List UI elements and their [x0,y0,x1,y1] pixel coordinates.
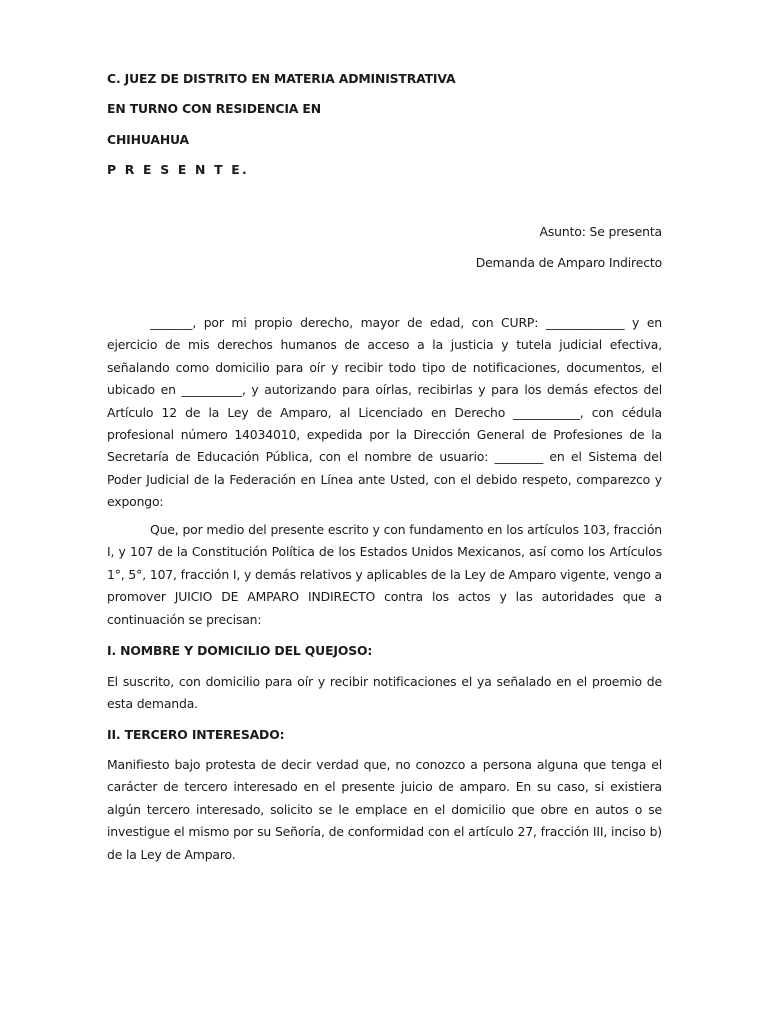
subject-line-1: Asunto: Se presenta [539,224,662,239]
addressee-line-3: CHIHUAHUA [107,132,190,147]
section-title-quejoso: I. NOMBRE Y DOMICILIO DEL QUEJOSO: [107,643,373,658]
section-text-tercero: Manifiesto bajo protesta de decir verdad que, no conozco a persona alguna que tenga el carácter de tercero interesado en el presente juicio de amparo. En su caso, si existiera algún tercero interesado, solicito se le emplace en el domicilio que obre en autos o se investigue el mismo por su Señoría, de conformidad con el artículo 27, fracción III, inciso b) de la Ley de Amparo. [107,757,662,862]
section-text-quejoso: El suscrito, con domicilio para oír y recibir notificaciones el ya señalado en el proemio de esta demanda. [107,674,662,712]
intro-paragraph: _______, por mi propio derecho, mayor de edad, con CURP: _____________ y en ejercicio de mis derechos humanos de acceso a la justicia y tutela judicial efectiva, señalando como domicilio para oír y recibir todo tipo de notificaciones, documentos, el ubicado en __________, y autorizando para oírlas, recibirlas y para los demás efectos del Artículo 12 de la Ley de Amparo, al Licenciado en Derecho ___________, con cédula profesional número 14034010, expedida por la Dirección General de Profesiones de la Secretaría de Educación Pública, con el nombre de usuario: ________ en el Sistema del Poder Judicial de la Federación en Línea ante Usted, con el debido respeto, comparezco y expongo: [107,315,662,510]
foundation-paragraph: Que, por medio del presente escrito y con fundamento en los artículos 103, fracción I, y 107 de la Constitución Política de los Estados Unidos Mexicanos, así como los Artículos 1°, 5°, 107, fracción I, y demás relativos y aplicables de la Ley de Amparo vigente, vengo a promover JUICIO DE AMPARO INDIRECTO contra los actos y las autoridades que a continuación se precisan: [107,522,662,627]
subject-line-2: Demanda de Amparo Indirecto [475,255,662,270]
addressee-line-1: C. JUEZ DE DISTRITO EN MATERIA ADMINISTRATIVA [107,71,456,86]
addressee-line-2: EN TURNO CON RESIDENCIA EN [107,101,321,116]
addressee-line-4: P R E S E N T E. [107,162,249,177]
section-title-tercero: II. TERCERO INTERESADO: [107,727,285,742]
document-page [107,0,662,1024]
